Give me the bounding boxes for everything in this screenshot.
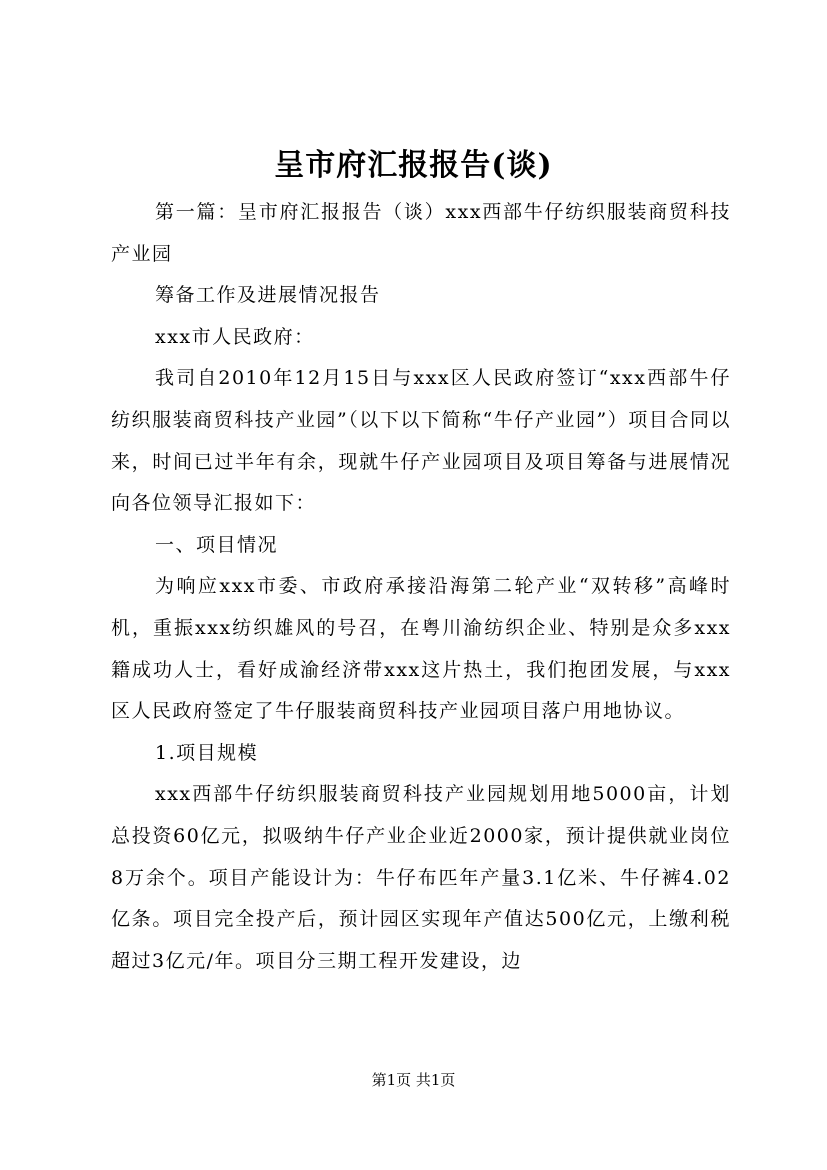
paragraph: xxx市人民政府： xyxy=(155,325,315,348)
paragraph: 筹备工作及进展情况报告 xyxy=(155,284,381,307)
paragraph: 为响应xxx市委、市政府承接沿海第二轮产业“双转移”高峰时机，重振xxx纺织雄风的号召，在粤川渝纺织企业、特别是众多xxx籍成功人士，看好成渝经济带xxx这片热土，我们抱团发展，与xxx区人民政府签定了牛仔服装商贸科技产业园项目落户用地协议。 xyxy=(111,575,731,723)
page-footer: 第1页 共1页 xyxy=(371,1071,456,1089)
paragraph: 第一篇：呈市府汇报报告（谈）xxx西部牛仔纺织服装商贸科技产业园 xyxy=(111,201,731,265)
paragraph: xxx西部牛仔纺织服装商贸科技产业园规划用地5000亩，计划总投资60亿元，拟吸纳牛仔产业企业近2000家，预计提供就业岗位8万余个。项目产能设计为：牛仔布匹年产量3.1亿米、牛仔裤4.02亿条。项目完全投产后，预计园区实现年产值达500亿元，上缴利税超过3亿元/年。项目分三期工程开发建设，边 xyxy=(111,783,731,972)
paragraph: 我司自2010年12月15日与xxx区人民政府签订“xxx西部牛仔纺织服装商贸科技产业园”（以下以下简称“牛仔产业园”）项目合同以来，时间已过半年有余，现就牛仔产业园项目及项目筹备与进展情况向各位领导汇报如下： xyxy=(111,367,731,515)
document-body xyxy=(111,192,731,982)
subsection-heading: 1.项目规模 xyxy=(155,741,259,764)
section-heading: 一、项目情况 xyxy=(155,533,279,556)
document-title: 呈市府汇报报告(谈) xyxy=(274,148,553,183)
